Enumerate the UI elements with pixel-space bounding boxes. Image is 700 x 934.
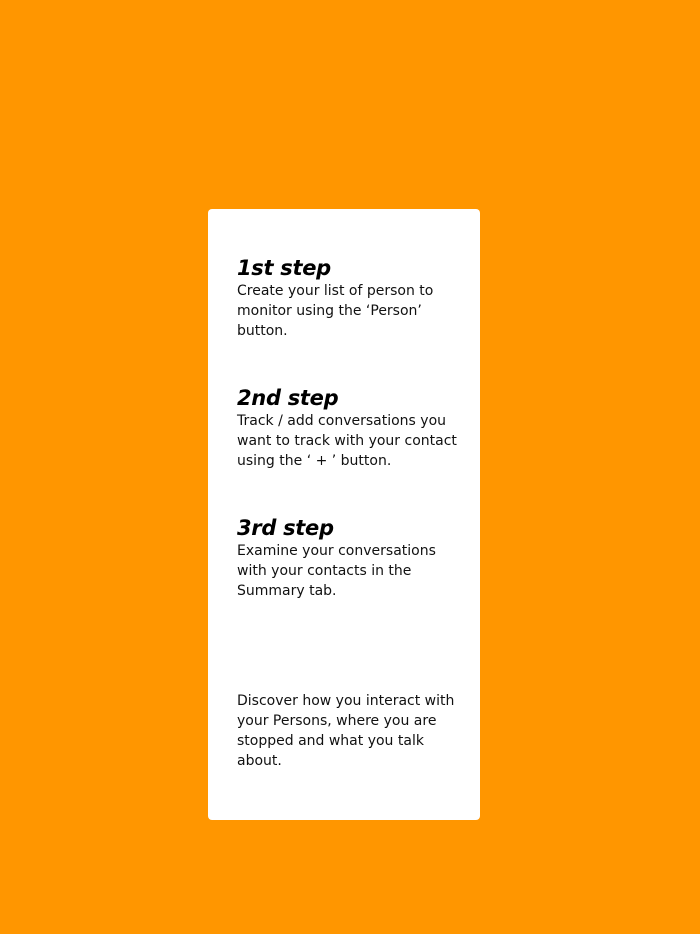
step-3-text: Examine your conversations with your contacts in the Summary tab. bbox=[237, 543, 436, 599]
step-3 bbox=[237, 515, 460, 601]
step-2 bbox=[237, 385, 460, 471]
step-2-text: Track / add conversations you want to track with your contact using the ‘ + ’ button. bbox=[237, 413, 457, 469]
onboarding-card bbox=[208, 209, 480, 820]
step-1 bbox=[237, 255, 460, 341]
step-1-title: 1st step bbox=[237, 256, 331, 280]
step-1-text: Create your list of person to monitor using the ‘Person’ button. bbox=[237, 283, 434, 339]
step-3-title: 3rd step bbox=[237, 516, 334, 540]
footer-description: Discover how you interact with your Persons, where you are stopped and what you talk about. bbox=[237, 693, 455, 769]
step-2-title: 2nd step bbox=[237, 386, 339, 410]
